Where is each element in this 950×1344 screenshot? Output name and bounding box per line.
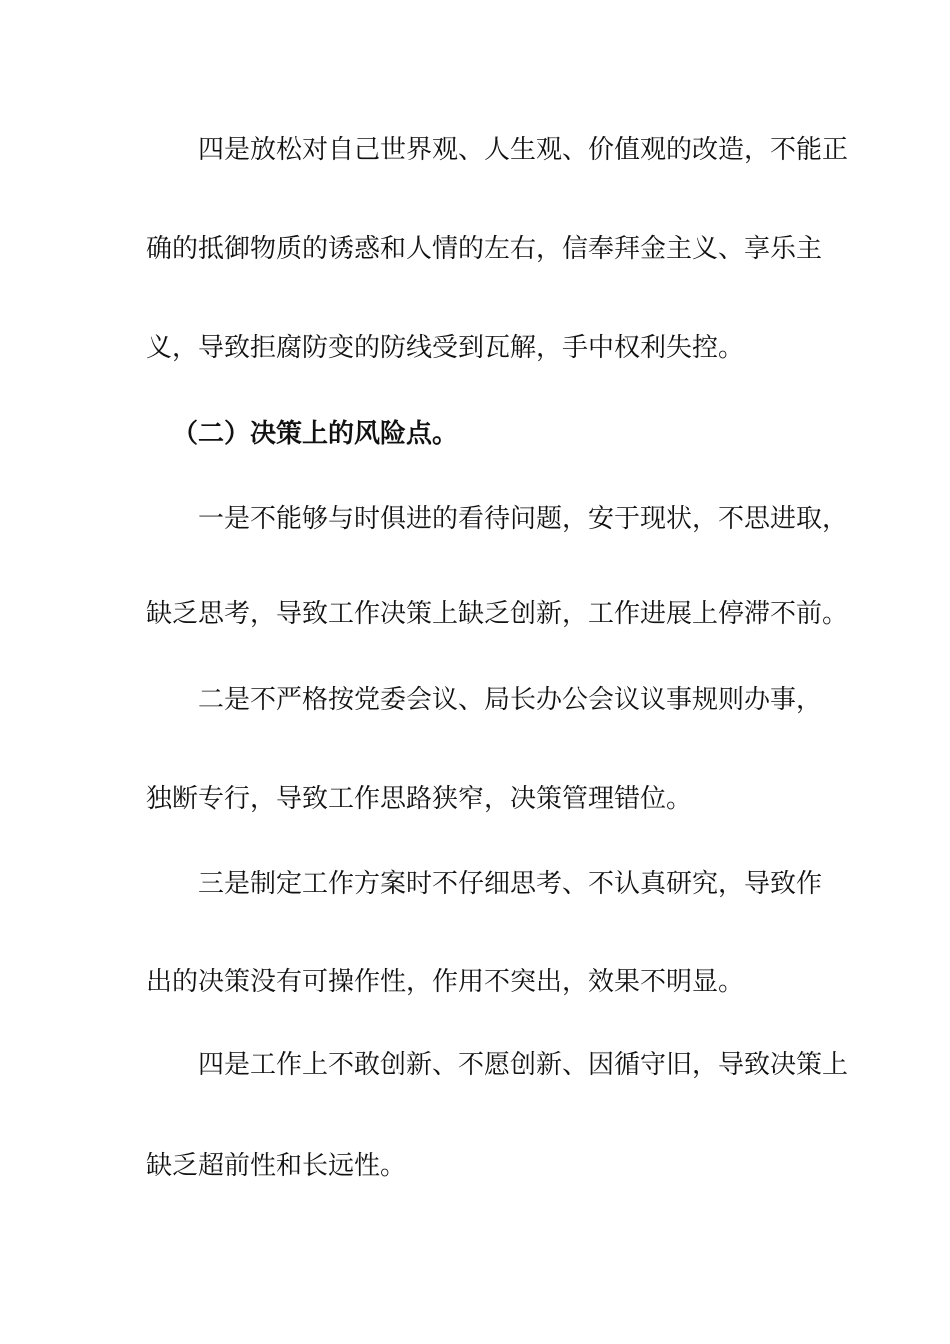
paragraph-line: 确的抵御物质的诱惑和人情的左右，信奉拜金主义、享乐主 (146, 234, 823, 264)
paragraph-line: 一是不能够与时俱进的看待问题，安于现状，不思进取， (198, 504, 849, 534)
paragraph-line: 缺乏超前性和长远性。 (146, 1151, 407, 1181)
paragraph-line: 四是工作上不敢创新、不愿创新、因循守旧，导致决策上 (198, 1050, 849, 1080)
paragraph-line: 义，导致拒腐防变的防线受到瓦解，手中权利失控。 (146, 333, 745, 363)
paragraph-line: 三是制定工作方案时不仔细思考、不认真研究，导致作 (198, 869, 823, 899)
paragraph-line: 独断专行，导致工作思路狭窄，决策管理错位。 (146, 784, 693, 814)
paragraph-line: 四是放松对自己世界观、人生观、价值观的改造，不能正 (198, 135, 849, 165)
paragraph-line: 缺乏思考，导致工作决策上缺乏创新，工作进展上停滞不前。 (146, 599, 849, 629)
section-heading: （二）决策上的风险点。 (172, 419, 459, 449)
paragraph-line: 出的决策没有可操作性，作用不突出，效果不明显。 (146, 967, 745, 997)
paragraph-line: 二是不严格按党委会议、局长办公会议议事规则办事， (198, 685, 823, 715)
